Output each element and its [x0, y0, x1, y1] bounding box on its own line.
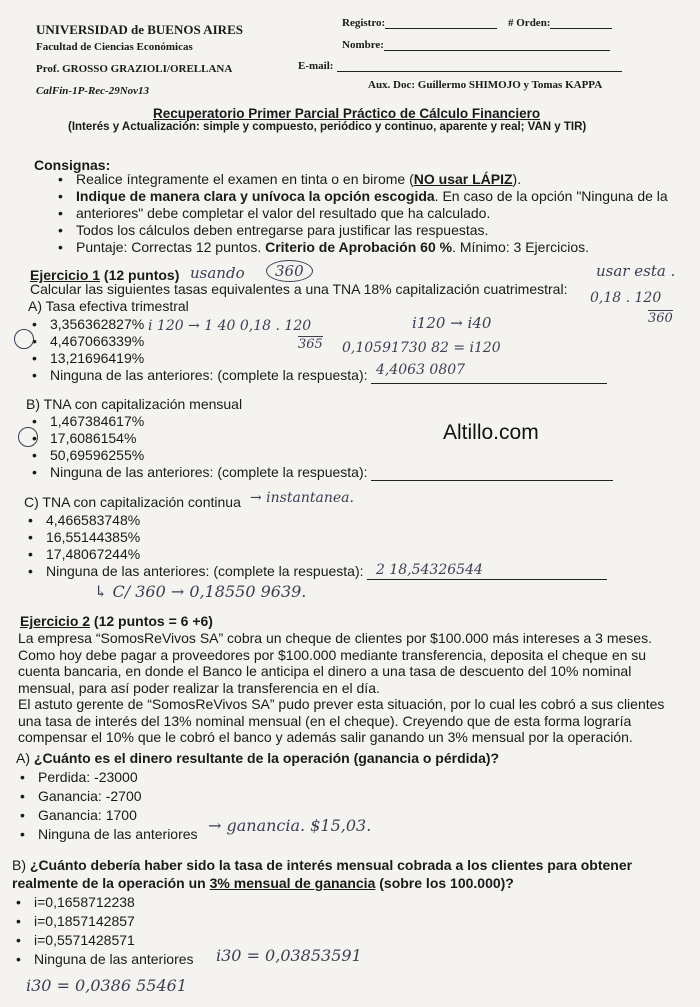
registro-field[interactable] — [342, 17, 497, 29]
option-item-selected[interactable]: • 4,467066339% — [30, 333, 607, 350]
option-item[interactable]: • 16,55144385% — [26, 529, 607, 546]
option-item[interactable]: • 13,21696419% — [30, 350, 607, 367]
handwriting-360-circled: 360 — [266, 260, 313, 282]
ej1-c-label: C) TNA con capitalización continua — [24, 494, 241, 510]
handwriting-calc-a-denominator: 365 — [298, 337, 323, 352]
option-item-other[interactable]: • Ninguna de las anteriores: (complete la respuesta): — [30, 464, 613, 481]
registro-label: Registro: — [342, 17, 386, 29]
handwriting-i30: i30 = 0,03853591 — [216, 946, 362, 965]
ej1-b-label: B) TNA con capitalización mensual — [26, 396, 243, 412]
handwriting-margin-calc: 0,18 . 120 — [590, 290, 662, 306]
option-item[interactable]: • 4,466583748% — [26, 512, 607, 529]
handwriting-answer-a: 4,4063 0807 — [376, 362, 466, 378]
faculty-name: Facultad de Ciencias Económicas — [36, 41, 193, 53]
statement-line: cuenta bancaria, en donde el Banco le anticipa el dinero a una tasa de descuento del 10% nominal — [18, 663, 632, 679]
ej2-question-b: B) ¿Cuánto debería haber sido la tasa de interés mensual cobrada a los clientes para obtener — [12, 857, 633, 873]
option-item[interactable]: • 1,467384617% — [30, 413, 613, 430]
orden-label: # Orden: — [508, 17, 551, 29]
ej2-statement — [18, 630, 664, 746]
handwriting-calc-right: i120 → i40 — [412, 314, 492, 332]
consigna-item: • Indique de manera clara y unívoca la opción escogida. En caso de la opción "Ninguna de la — [56, 188, 668, 205]
nombre-field[interactable] — [342, 39, 610, 51]
exam-title: Recuperatorio Primer Parcial Práctico de Cálculo Financiero — [153, 106, 541, 121]
option-item[interactable]: • i=0,1658712238 — [14, 893, 194, 912]
option-item-selected[interactable]: • 17,6086154% — [30, 430, 613, 447]
nombre-label: Nombre: — [342, 39, 384, 51]
option-item[interactable]: • i=0,5571428571 — [14, 931, 194, 950]
handwriting-usando: usando — [190, 264, 245, 282]
option-item-other[interactable]: • Ninguna de las anteriores: (complete la respuesta): — [26, 563, 607, 580]
option-item-other[interactable]: • Ninguna de las anteriores — [14, 950, 194, 969]
university-name: UNIVERSIDAD de BUENOS AIRES — [36, 22, 243, 37]
exam-subtitle: (Interés y Actualización: simple y compuesto, periódico y continuo, aparente y real; VAN y TIR) — [68, 121, 587, 133]
ej2-title: Ejercicio 2 (12 puntos = 6 +6) — [20, 613, 213, 629]
consigna-item: • Todos los cálculos deben entregarse para justificar las respuestas. — [56, 222, 668, 239]
handwriting-instantanea: → instantanea. — [250, 490, 354, 506]
ej2-question-a: A) ¿Cuánto es el dinero resultante de la operación (ganancia o pérdida)? — [16, 750, 500, 766]
aux-docentes: Aux. Doc: Guillermo SHIMOJO y Tomas KAPPA — [368, 79, 603, 91]
selection-circle-mark — [14, 329, 34, 349]
ej2-question-b-line2: realmente de la operación un 3% mensual de ganancia (sobre los 100.000)? — [12, 875, 514, 891]
watermark-altillo: Altillo.com — [443, 421, 539, 444]
statement-line: Como hoy debe pagar a proveedores por $100.000 mediante transferencia, deposita el cheque en su — [18, 646, 647, 663]
option-item-other[interactable]: • Ninguna de las anteriores: (complete la respuesta): — [30, 367, 607, 384]
option-item[interactable]: • Ganancia: 1700 — [18, 806, 198, 825]
consigna-item-cont: • anteriores" debe completar el valor del resultado que ha calculado. — [56, 205, 668, 222]
consignas-list — [56, 171, 668, 256]
handwriting-answer-c: 2 18,54326544 — [376, 562, 483, 578]
email-label: E-mail: — [298, 60, 334, 72]
statement-line: La empresa “SomosReVivos SA” cobra un cheque de clientes por $100.000 más intereses a 3 meses. — [18, 630, 652, 646]
handwriting-calc-a: i 120 → 1 40 0,18 . 120 — [148, 318, 312, 334]
consignas-heading: Consignas: — [34, 157, 111, 173]
option-item[interactable]: • 50,69596255% — [30, 447, 613, 464]
statement-line: mensual, para así poder realizar la transferencia en el día. — [18, 679, 380, 696]
selection-circle-mark — [18, 427, 38, 447]
option-item[interactable]: • 3,356362827% — [30, 316, 607, 333]
consigna-item: • Realice íntegramente el examen en tinta o en birome (NO usar LÁPIZ). — [56, 171, 668, 188]
email-field[interactable] — [298, 60, 622, 72]
statement-line: una tasa de interés del 13% nominal mensual (en el cheque). Creyendo que de esta forma lograría — [18, 712, 632, 729]
handwriting-c360: ↳ C/ 360 → 0,18550 9639. — [94, 582, 307, 601]
ej2-a-options — [18, 768, 198, 844]
ej2-b-options — [14, 893, 194, 969]
statement-line: compensar el 10% que le cobró el banco y además salir ganando un 3% mensual por la operación. — [18, 729, 633, 745]
handwriting-i30-alt: i30 = 0,0386 55461 — [26, 976, 188, 995]
handwriting-margin-denominator: 360 — [648, 311, 673, 326]
ej1-statement: Calcular las siguientes tasas equivalentes a una TNA 18% capitalización cuatrimestral: — [30, 281, 568, 297]
statement-line: El astuto gerente de “SomosReVivos SA” pudo prever esta situación, por lo cual les cobró a sus clientes — [18, 696, 665, 712]
option-item[interactable]: • Ganancia: -2700 — [18, 787, 198, 806]
handwriting-usar-esta: usar esta . — [596, 262, 676, 280]
option-item[interactable]: • i=0,1857142857 — [14, 912, 194, 931]
ej1-title: Ejercicio 1 (12 puntos) — [30, 267, 180, 283]
professor-name: Prof. GROSSO GRAZIOLI/ORELLANA — [36, 63, 233, 75]
consigna-item: • Puntaje: Correctas 12 puntos. Criterio de Aprobación 60 %. Mínimo: 3 Ejercicios. — [56, 239, 668, 256]
ej1-c-options — [26, 512, 607, 580]
option-item-other[interactable]: • Ninguna de las anteriores — [18, 825, 198, 844]
ej1-a-label: A) Tasa efectiva trimestral — [28, 298, 189, 314]
handwriting-ganancia: → ganancia. $15,03. — [208, 816, 372, 835]
option-item[interactable]: • Perdida: -23000 — [18, 768, 198, 787]
option-item[interactable]: • 17,48067244% — [26, 546, 607, 563]
handwriting-calc-result: 0,10591730 82 = i120 — [342, 340, 501, 356]
orden-field[interactable] — [508, 17, 612, 29]
exam-code: CalFin-1P-Rec-29Nov13 — [36, 85, 150, 97]
